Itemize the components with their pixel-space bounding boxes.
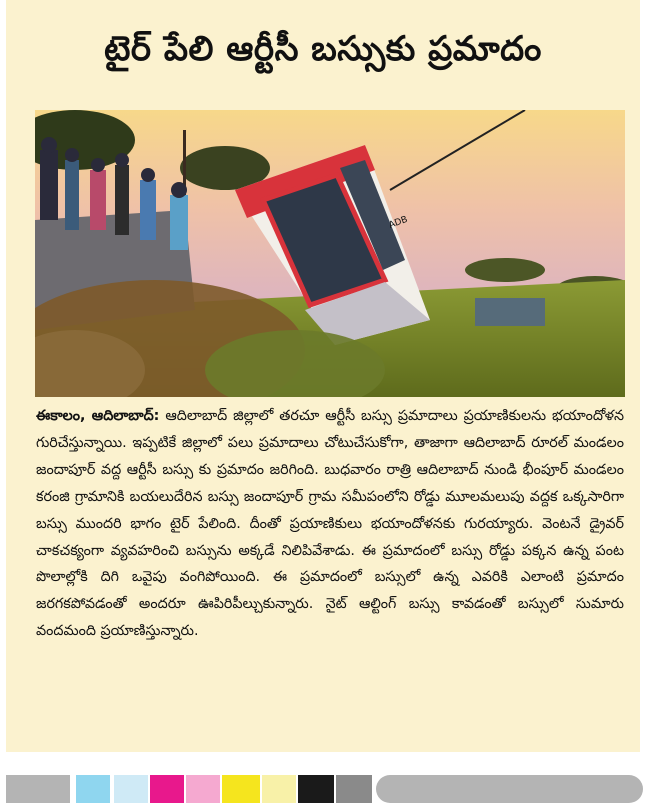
swatch-black [298,775,334,803]
swatch-yellow-pale [262,775,296,803]
registration-gray-bar [376,775,643,803]
swatch-magenta-light [186,775,220,803]
article-body [36,403,624,645]
swatch-cyan-light [76,775,110,803]
swatch-yellow [222,775,260,803]
swatch-magenta [150,775,184,803]
news-photo [35,110,625,397]
article-body-text: ఆదిలాబాద్ జిల్లాలో తరచూ ఆర్టీసీ బస్సు ప్రమాదాలు ప్రయాణికులను భయాందోళన గురిచేస్తున్నాయి. ఇప్పటికే జిల్లాలో పలు ప్రమాదాలు చోటుచేసుకోగా, తాజాగా ఆదిలాబాద్ రూరల్ మండలం జందాపూర్ వద్ద ఆర్టీసీ బస్సు కు ప్రమాదం జరిగింది. బుధవారం రాత్రి ఆదిలాబాద్ నుండి భీంపూర్ మండలం కరంజి గ్రామానికి బయలుదేరిన బస్సు జందాపూర్ గ్రామ సమీపంలోని రోడ్డు మూలమలుపు వద్దక ఒక్కసారిగా బస్సు ముందరి భాగం టైర్ పేలింది. దీంతో ప్రయాణికులు భయాందోళనకు గురయ్యారు. వెంటనే డ్రైవర్ చాకచక్యంగా వ్యవహరించి బస్సును అక్కడే నిలిపివేశాడు. ఈ ప్రమాదంలో బస్సు రోడ్డు పక్కన ఉన్న పంట పొలాల్లోకి దిగి ఒవైపు వంగిపోయింది. ఈ ప్రమాదంలో బస్సులో ఉన్న ఎవరికి ఎలాంటి ప్రమాదం జరగకపోవడంతో అందరూ ఊపిరిపీల్చుకున్నారు. నైట్ ఆల్టింగ్ బస్సు కావడంతో బస్సులో సుమారు వందమంది ప్రయాణిస్తున్నారు. [36,408,624,640]
headline: టైర్ పేలి ఆర్టీసీ బస్సుకు ప్రమాదం [104,29,542,69]
tree [465,258,545,282]
news-article [6,0,640,752]
swatch-cyan-pale [114,775,148,803]
swatch-gray [6,775,70,803]
shed [475,298,545,326]
bus-accident-photo [35,110,625,397]
bus-plate-text: ADB [387,214,410,231]
dateline: ఈకాలం, ఆదిలాబాద్: [36,408,160,424]
swatch-gray-mid [336,775,372,803]
